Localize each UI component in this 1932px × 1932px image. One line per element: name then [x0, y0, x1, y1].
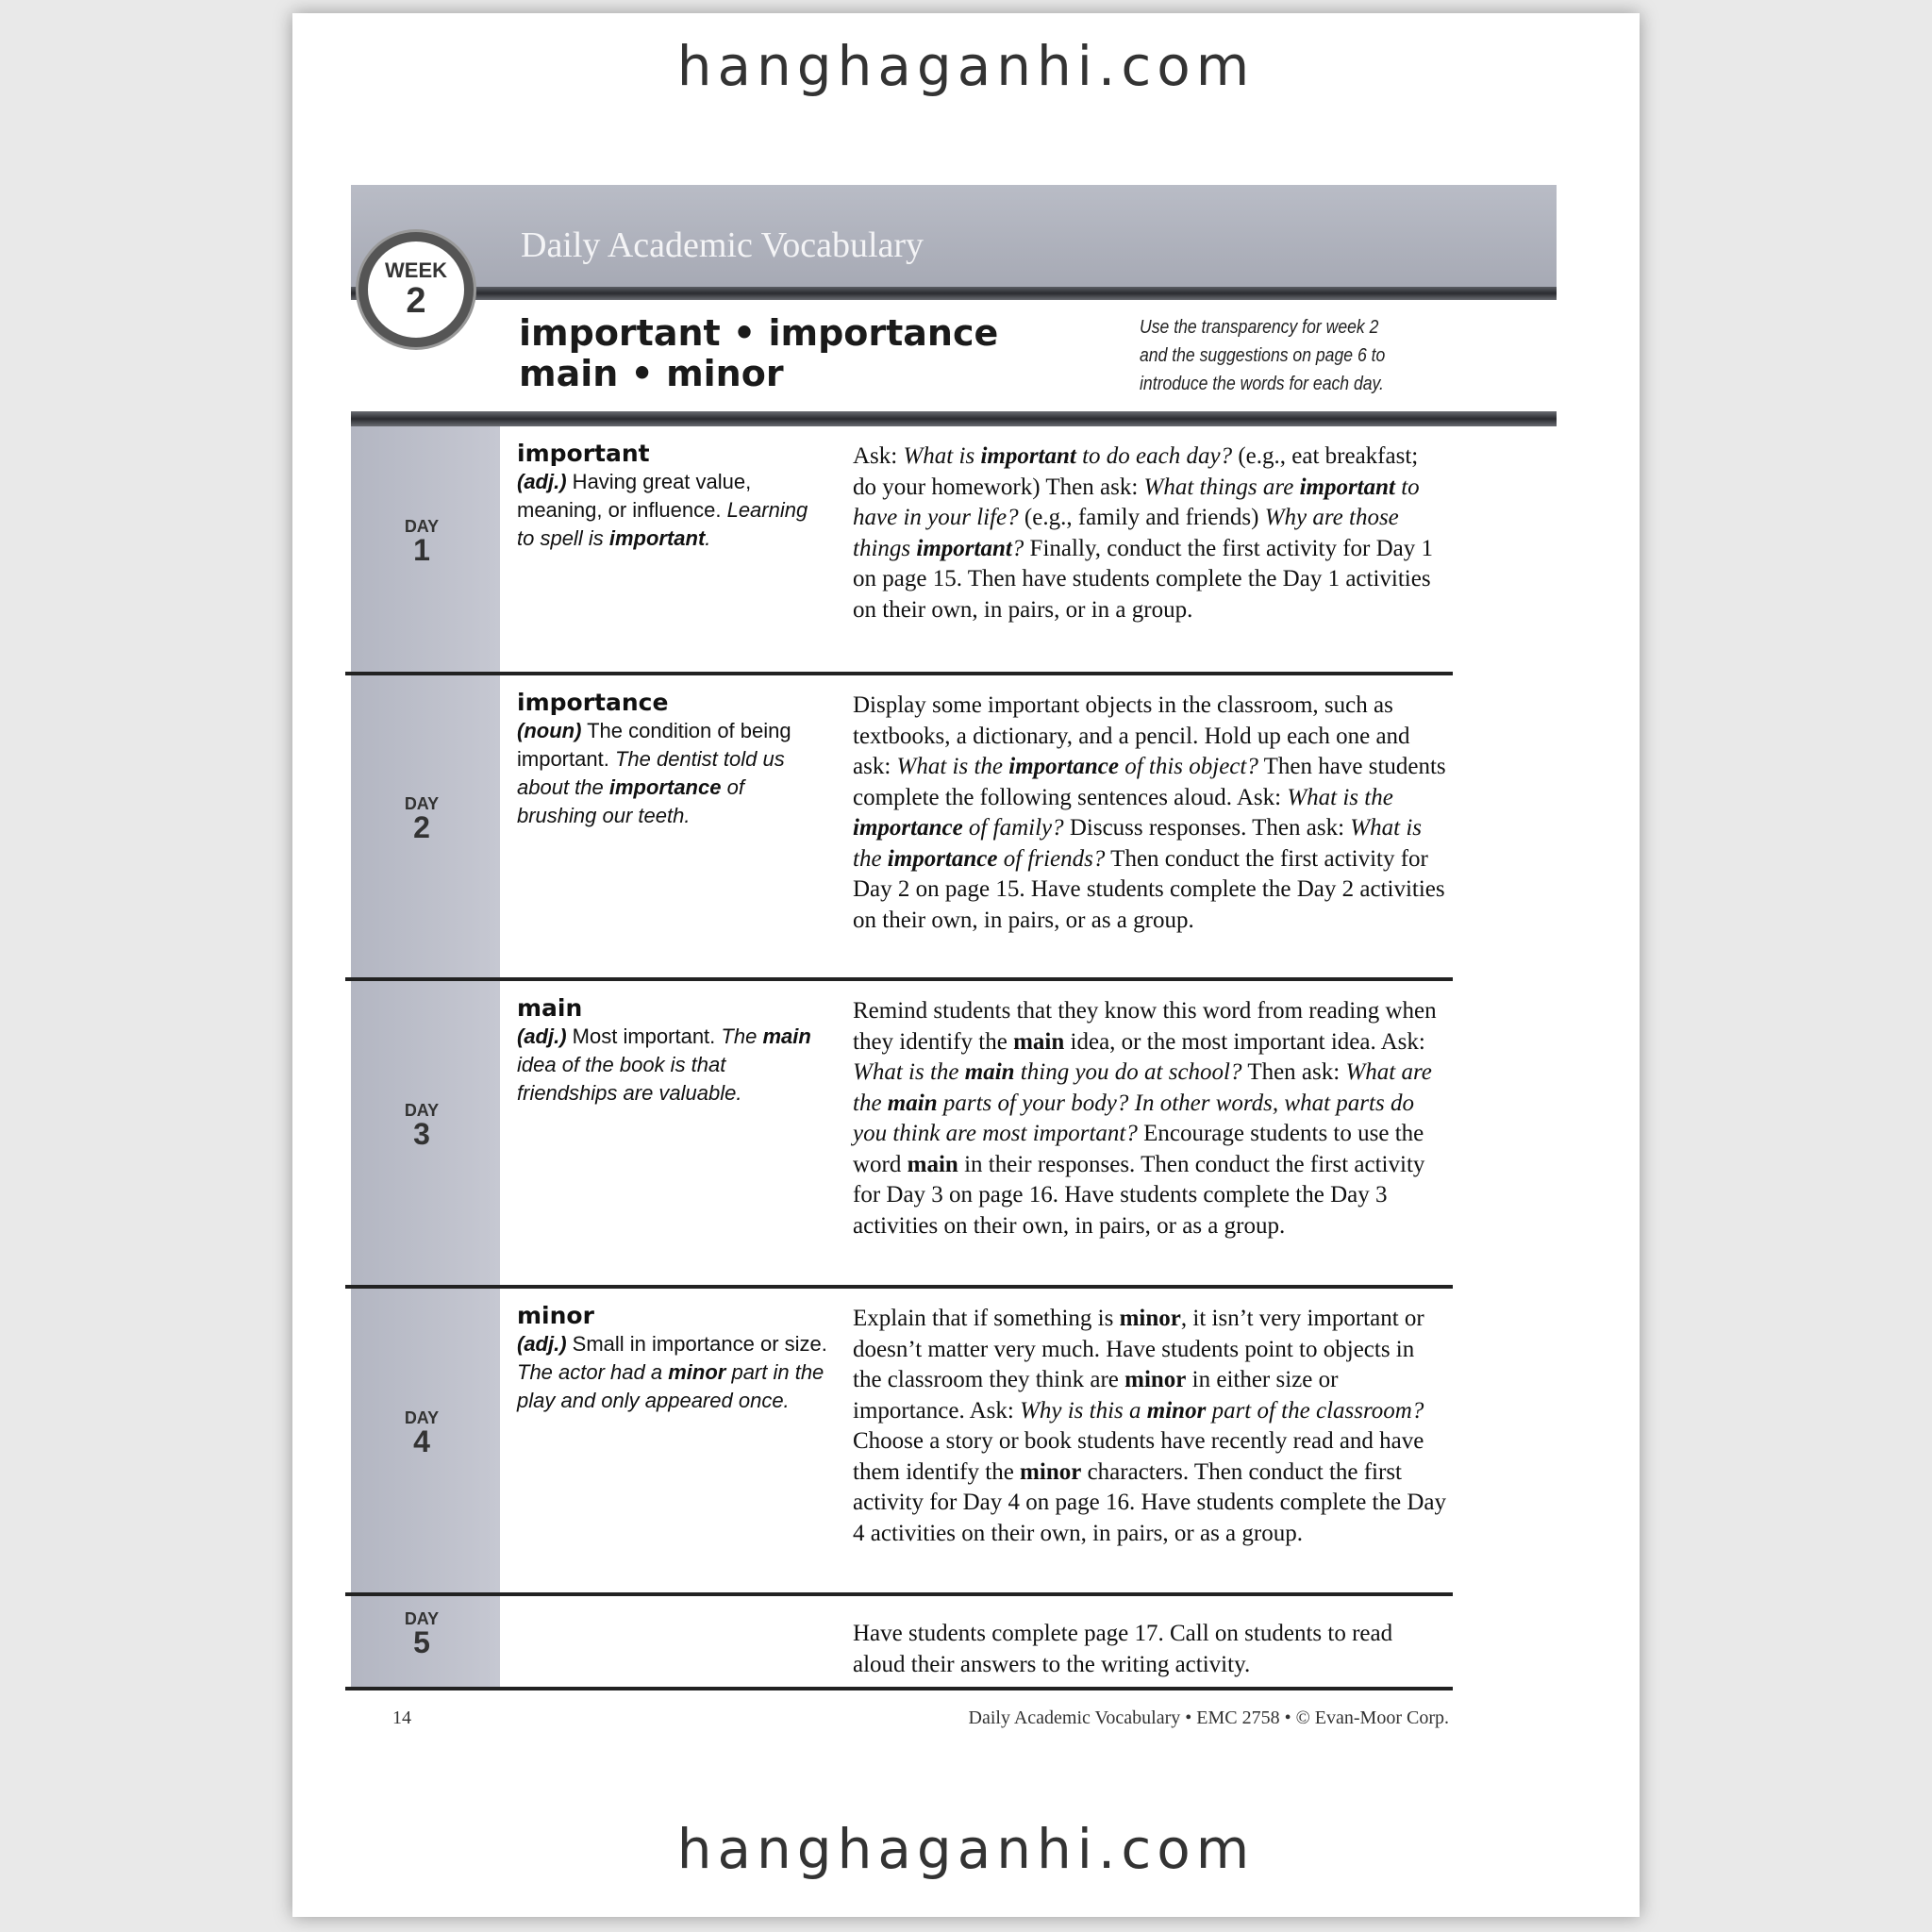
definition-text: Learning to spell is	[517, 498, 808, 550]
instruction-text: idea, or the most important idea. Ask:	[1064, 1028, 1425, 1055]
instruction-text: What is the	[1287, 784, 1393, 810]
instruction-text: What is the	[853, 815, 1422, 872]
definition-text: main	[762, 1024, 811, 1048]
note-line: and the suggestions on page 6 to	[1140, 345, 1386, 366]
day-instructions	[853, 691, 1447, 936]
definition-text: The dentist told us about the	[517, 747, 785, 799]
day-marker	[351, 794, 492, 844]
row-divider	[345, 1592, 1453, 1596]
day-number: 5	[413, 1625, 430, 1659]
day-instructions	[853, 1304, 1447, 1549]
day-label: DAY	[404, 517, 440, 536]
instruction-text: to have in your life?	[853, 474, 1420, 530]
day-label: DAY	[404, 1408, 440, 1427]
instruction-text: characters. Then conduct the first activity for Day 4 on page 16. Have students complete the Day 4 activities on their own, in pairs, or as a group.	[853, 1458, 1446, 1546]
vocabulary-word: minor	[517, 1302, 594, 1329]
week-number: 2	[406, 281, 426, 321]
instruction-text: , it isn’t very important or doesn’t matter very much. Have students point to objects in the classroom they think are	[853, 1306, 1424, 1392]
header-title: Daily Academic Vocabulary	[521, 225, 924, 265]
definition-text: The condition of being important.	[517, 719, 791, 771]
definition-text: importance	[608, 775, 722, 799]
instruction-text: What are the	[853, 1059, 1432, 1116]
instruction-text: Choose a story or book students have recently read and have them identify the	[853, 1428, 1424, 1485]
word-definition	[517, 1302, 828, 1415]
instruction-text: Have students complete page 17. Call on students to read aloud their answers to the writing activity.	[853, 1621, 1393, 1677]
table-top-divider	[351, 411, 1557, 426]
day-marker	[351, 1101, 492, 1151]
day-label: DAY	[404, 1609, 440, 1628]
instruction-text: main	[1013, 1028, 1065, 1055]
instruction-text: in either size or importance. Ask:	[853, 1367, 1339, 1424]
instruction-text: Finally, conduct the first activity for Day 1 on page 15. Then have students complete the Day 1 activities on their own, in pairs, or in a group.	[853, 535, 1433, 623]
definition-text: Having great value, meaning, or influence.	[517, 470, 752, 522]
instruction-text: What is the	[896, 754, 1009, 779]
instruction-text: to do each day?	[1075, 443, 1233, 469]
instruction-text: important	[980, 443, 1076, 469]
instruction-text: main	[887, 1090, 938, 1116]
row-divider	[345, 672, 1453, 675]
row-divider	[345, 1285, 1453, 1289]
instruction-text: Then have students complete the following sentences aloud. Ask:	[853, 754, 1446, 810]
instruction-text: minor	[1124, 1367, 1187, 1392]
instruction-text: in their responses. Then conduct the first activity for Day 3 on page 16. Have students complete the Day 3 activities on their own, in pairs, or as a group.	[853, 1151, 1425, 1239]
definition-text: part in the play and only appeared once.	[517, 1360, 824, 1412]
instruction-text: thing you do at school?	[1014, 1059, 1242, 1085]
day-column	[351, 426, 500, 1687]
instruction-text: important	[916, 535, 1012, 561]
instruction-text: main	[907, 1151, 958, 1177]
instruction-text: Why is this a	[1020, 1397, 1147, 1424]
instruction-text: Remind students that they know this word from reading when they identify the	[853, 998, 1437, 1055]
instruction-text: (e.g., eat breakfast; do your homework) Then ask:	[853, 443, 1419, 500]
definition-text: idea of the book is that friendships are valuable.	[517, 1053, 742, 1105]
instruction-text: Then ask:	[1241, 1059, 1346, 1085]
instruction-text: What things are	[1143, 474, 1300, 500]
word-definition	[517, 440, 828, 553]
definition-text: (adj.)	[517, 470, 567, 493]
definition-text: important	[608, 526, 706, 550]
instruction-text: importance	[853, 815, 963, 841]
day-marker	[351, 1609, 492, 1659]
instruction-text: of this object?	[1118, 754, 1258, 779]
note-line: Use the transparency for week 2	[1140, 317, 1379, 338]
definition-text: Most important.	[566, 1024, 722, 1048]
instruction-text: of family?	[962, 815, 1064, 841]
definition-text: .	[705, 526, 711, 550]
page-number: 14	[392, 1707, 411, 1728]
vocabulary-word: important	[517, 440, 650, 467]
day-number: 4	[413, 1424, 430, 1458]
instruction-text: Ask:	[853, 443, 904, 469]
note-line: introduce the words for each day.	[1140, 374, 1384, 394]
definition-text: The	[721, 1024, 763, 1048]
footer-credit: Daily Academic Vocabulary • EMC 2758 • © Evan-Moor Corp.	[968, 1707, 1449, 1728]
instruction-text: Display some important objects in the classroom, such as textbooks, a dictionary, and a pencil. Hold up each one and ask:	[853, 692, 1410, 779]
definition-text: minor	[668, 1360, 726, 1384]
instruction-text: importance	[887, 845, 998, 872]
definition-text: (adj.)	[517, 1332, 567, 1356]
instruction-text: minor	[1020, 1458, 1082, 1485]
header-divider	[351, 287, 1557, 300]
day-label: DAY	[404, 1101, 440, 1120]
day-marker	[351, 517, 492, 567]
instruction-text: minor	[1119, 1306, 1181, 1331]
instruction-text: Discuss responses. Then ask:	[1063, 815, 1351, 841]
definition-text: Small in importance or size.	[566, 1332, 827, 1356]
row-divider	[345, 977, 1453, 981]
instruction-text: important	[1299, 474, 1395, 500]
instruction-text: What is	[903, 443, 981, 469]
day-number: 1	[413, 533, 430, 567]
instruction-text: of friends?	[997, 845, 1106, 872]
definition-text: of brushing our teeth.	[517, 775, 744, 827]
instruction-text: Explain that if something is	[853, 1306, 1120, 1331]
day-marker	[351, 1408, 492, 1458]
word-definition	[517, 994, 828, 1108]
instruction-text: Why are those things	[853, 505, 1399, 561]
instruction-text: Encourage students to use the word	[853, 1121, 1424, 1177]
vocabulary-word: importance	[517, 689, 669, 716]
teacher-note	[1140, 313, 1385, 398]
word-definition	[517, 689, 828, 830]
instruction-text: parts of your body? In other words, what parts do you think are most important?	[853, 1090, 1414, 1146]
week-badge	[358, 232, 474, 347]
day-instructions	[853, 441, 1447, 625]
definition-text: (noun)	[517, 719, 582, 742]
definition-text: The actor had a	[517, 1360, 669, 1384]
instruction-text: (e.g., family and friends)	[1018, 505, 1265, 530]
day-instructions	[853, 996, 1447, 1241]
vocabulary-word: main	[517, 994, 583, 1022]
definition-text: (adj.)	[517, 1024, 567, 1048]
instruction-text: Then conduct the first activity for Day 2 on page 15. Have students complete the Day 2 activities on their own, in pairs, or as a group.	[853, 845, 1445, 933]
row-divider	[345, 1687, 1453, 1690]
words-line-1: important • importance	[519, 312, 999, 354]
instruction-text: ?	[1011, 535, 1024, 561]
day-number: 2	[413, 810, 430, 844]
instruction-text: importance	[1008, 754, 1119, 779]
watermark-top: hanghaganhi.com	[676, 34, 1256, 98]
day-label: DAY	[404, 794, 440, 813]
instruction-text: main	[964, 1059, 1015, 1085]
instruction-text: part of the classroom?	[1206, 1397, 1424, 1424]
day-number: 3	[413, 1117, 430, 1151]
words-line-2: main • minor	[519, 353, 784, 394]
watermark-bottom: hanghaganhi.com	[676, 1817, 1256, 1881]
instruction-text: What is the	[853, 1059, 965, 1085]
instruction-text: minor	[1146, 1397, 1207, 1424]
week-label: WEEK	[385, 258, 447, 282]
day-instructions	[853, 1619, 1447, 1680]
vocabulary-words	[519, 313, 998, 394]
